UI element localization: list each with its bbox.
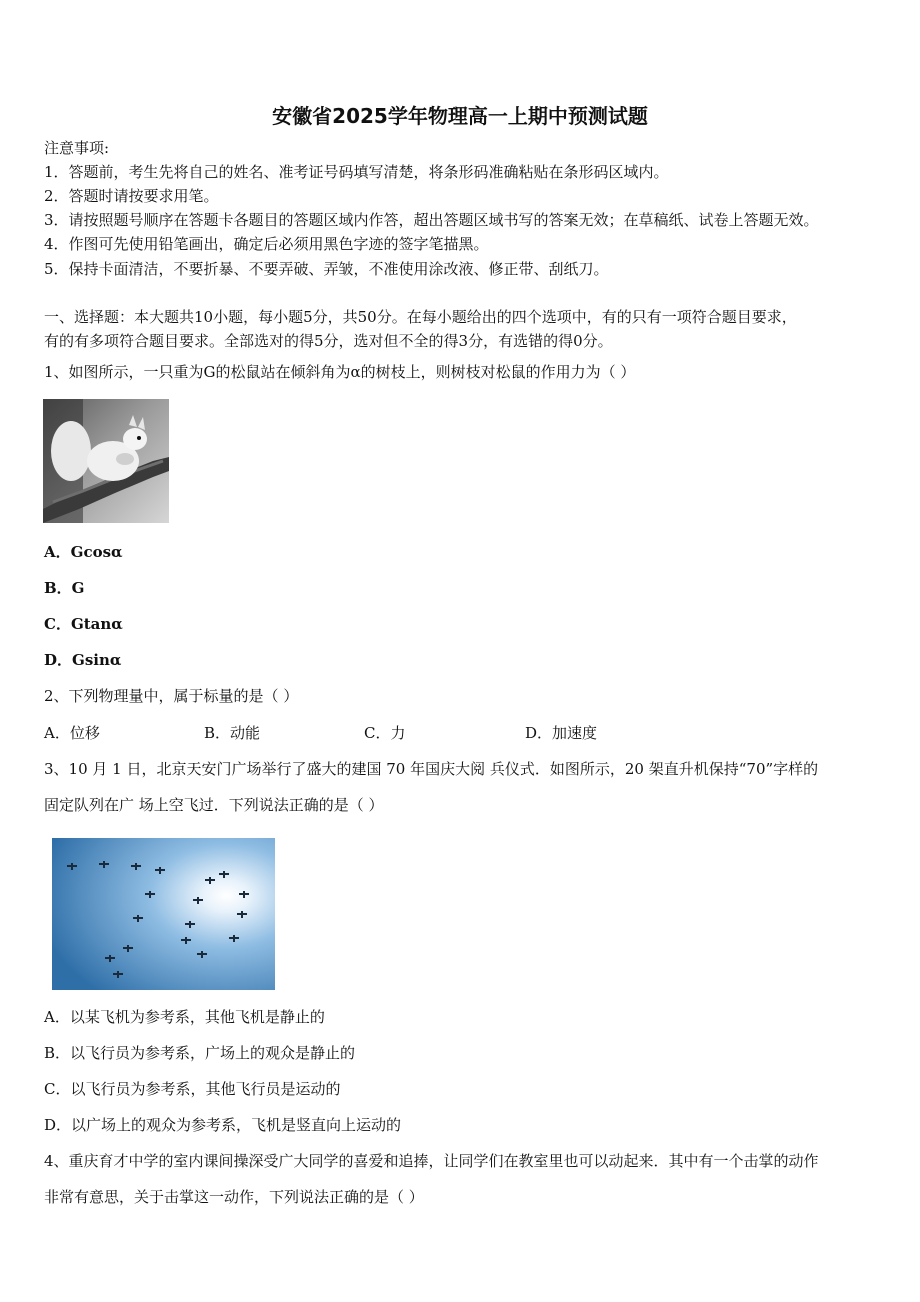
q3-option-b: B．以飞行员为参考系，广场上的观众是静止的 <box>44 1044 356 1062</box>
q2-option-c: C．力 <box>364 724 406 742</box>
section-intro-line-2: 有的有多项符合题目要求。全部选对的得5分，选对但不全的得3分，有选错的得0分。 <box>44 332 613 350</box>
q2-stem: 2、下列物理量中，属于标量的是（ ） <box>44 687 299 705</box>
q1-option-d: D．Gsinα <box>44 651 122 669</box>
notice-item-1: 1．答题前，考生先将自己的姓名、准考证号码填写清楚，将条形码准确粘贴在条形码区域内。 <box>44 163 669 181</box>
q1-option-a: A．Gcosα <box>44 543 123 561</box>
helicopter-formation-image <box>52 838 275 990</box>
notice-item-4: 4．作图可先使用铅笔画出，确定后必须用黑色字迹的签字笔描黑。 <box>44 235 489 253</box>
q3-stem-line-2: 固定队列在广 场上空飞过．下列说法正确的是（ ） <box>44 796 384 814</box>
q1-stem: 1、如图所示，一只重为G的松鼠站在倾斜角为α的树枝上，则树枝对松鼠的作用力为（ ） <box>44 363 636 381</box>
q3-stem-line-1: 3、10 月 1 日，北京天安门广场举行了盛大的建国 70 年国庆大阅 兵仪式．如图所示，20 架直升机保持“70”字样的 <box>44 760 819 778</box>
page-title: 安徽省2025学年物理高一上期中预测试题 <box>272 104 648 128</box>
section-intro-line-1: 一、选择题：本大题共10小题，每小题5分，共50分。在每小题给出的四个选项中，有的只有一项符合题目要求， <box>44 308 797 326</box>
q1-option-b: B．G <box>44 579 85 597</box>
q2-option-a: A．位移 <box>44 724 100 742</box>
q4-stem-line-1: 4、重庆育才中学的室内课间操深受广大同学的喜爱和追捧，让同学们在教室里也可以动起来．其中有一个击掌的动作 <box>44 1152 819 1170</box>
q4-stem-line-2: 非常有意思，关于击掌这一动作，下列说法正确的是（ ） <box>44 1188 424 1206</box>
q2-option-d: D．加速度 <box>525 724 598 742</box>
q2-option-b: B．动能 <box>204 724 261 742</box>
q3-option-a: A．以某飞机为参考系，其他飞机是静止的 <box>44 1008 325 1026</box>
squirrel-image <box>43 399 169 523</box>
q1-option-c: C．Gtanα <box>44 615 123 633</box>
q3-option-d: D．以广场上的观众为参考系，飞机是竖直向上运动的 <box>44 1116 402 1134</box>
notice-heading: 注意事项: <box>44 139 110 157</box>
q3-option-c: C．以飞行员为参考系，其他飞行员是运动的 <box>44 1080 341 1098</box>
notice-item-2: 2．答题时请按要求用笔。 <box>44 187 219 205</box>
notice-item-5: 5．保持卡面清洁，不要折暴、不要弄破、弄皱，不准使用涂改液、修正带、刮纸刀。 <box>44 260 609 278</box>
q2-options-row <box>44 723 644 743</box>
notice-item-3: 3．请按照题号顺序在答题卡各题目的答题区域内作答，超出答题区域书写的答案无效；在草稿纸、试卷上答题无效。 <box>44 211 819 229</box>
